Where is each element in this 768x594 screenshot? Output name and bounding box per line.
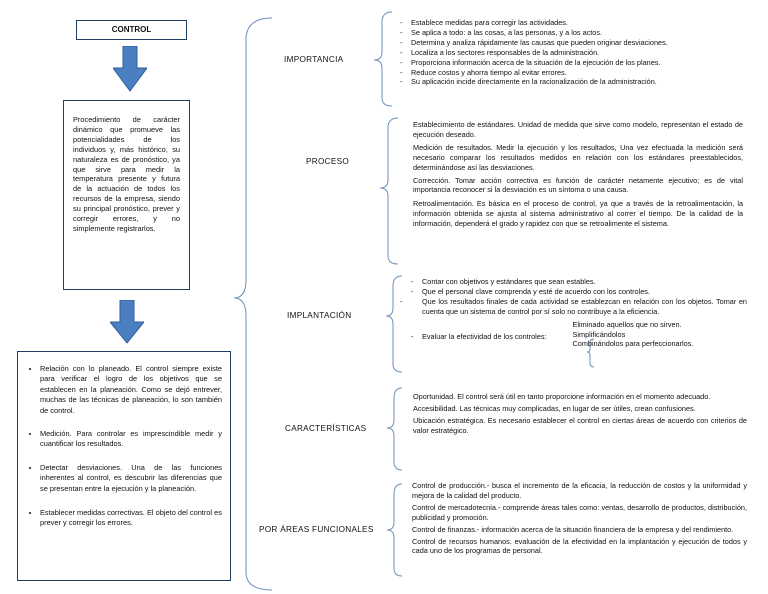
down-arrow-icon [113, 46, 147, 92]
evaluar-sublist [573, 320, 694, 350]
proceso-bracket [380, 118, 398, 264]
list-item: Control de recursos humanos. evaluación de la efectividad en la implantación y ejecución de todos y cada uno de los programas de personal. [412, 536, 747, 556]
proceso-items [413, 120, 743, 229]
list-item: - Localiza a los sectores responsables de la administración. [400, 47, 600, 57]
list-item: - Se aplica a todo: a las cosas, a las personas, y a los actos. [400, 27, 603, 37]
list-item: - Que los resultados finales de cada actividad se establezcan en relación con los objetos. Tomar en cuenta que un sistema de control por sí solo no contribuye a la eficiencia. [400, 296, 747, 316]
evaluar-row: - Evaluar la efectividad de los controles: Eliminado aquellos que no sirven. Simplificándolos Combinándolos para perfeccionarlos. [411, 319, 694, 349]
list-item: - Reduce costos y ahorra tiempo al evitar errores. [400, 67, 567, 77]
importancia-bracket [374, 12, 392, 106]
main-bracket [234, 18, 272, 590]
list-item: • Relación con lo planeado. El control siempre existe para verificar el logro de los objetivos que se establecen en la planeación. Como se dejó entrever, muchas de las técnicas de planeación, lo son también de control. [40, 364, 222, 416]
list-item: Combinándolos para perfeccionarlos. [572, 339, 694, 349]
list-item: Corrección. Tomar acción correctiva es función de carácter netamente ejecutivo; es de vital importancia reconocer si la desviación es un síntoma o una causa. [413, 175, 743, 195]
caracteristicas-bracket [387, 388, 402, 470]
list-item: Establecimiento de estándares. Unidad de medida que sirve como modelo, representan el estado de ejecución deseado. [413, 120, 743, 139]
list-item: Medición de resultados. Medir la ejecución y los resultados, Una vez efectuada la medición será necesario comparar los resultados medidos en relación con los estándares preestablecidos, determinándose así las desviaciones. [413, 142, 743, 172]
control-title-box [76, 20, 187, 40]
areas-items [412, 481, 747, 556]
section-label-implantacion: IMPLANTACIÓN [287, 311, 352, 320]
implantacion-items [400, 277, 747, 349]
down-arrow-icon [110, 300, 144, 344]
implantacion-bracket [386, 276, 402, 372]
bullet-list [26, 364, 222, 529]
list-item: - Contar con objetivos y estándares que sean estables. [411, 277, 596, 286]
list-item: Retroalimentación. Es básica en el proceso de control, ya que a través de la retroalimentación, la información obtenida se ajusta al sistema administrativo al correr el tiempo. De la calidad de la información, dependerá el grado y rapidez con que se retroalimente el sistema. [413, 199, 743, 229]
list-item: - Que el personal clave comprenda y esté de acuerdo con los controles. [411, 286, 650, 296]
list-item: Accesibilidad. Las técnicas muy complicadas, en lugar de ser útiles, crean confusiones. [413, 403, 696, 413]
section-label-importancia: IMPORTANCIA [284, 55, 344, 64]
areas-bracket [387, 484, 402, 576]
list-item: Oportunidad. El control será útil en tanto proporcione información en el momento adecuado. [413, 392, 711, 401]
list-item: - Establece medidas para corregir las actividades. [400, 18, 568, 27]
list-item: • Medición. Para controlar es imprescindible medir y cuantificar los resultados. [40, 429, 222, 450]
list-item: Ubicación estratégica. Es necesario establecer el control en ciertas áreas de acuerdo con criterios de valor estratégico. [413, 415, 747, 435]
list-item: • Detectar desviaciones. Una de las funciones inherentes al control, es descubrir las diferencias que se presentan entre la ejecución y la planeación. [40, 463, 222, 494]
section-label-areas: POR ÁREAS FUNCIONALES [259, 525, 374, 534]
list-item: Control de finanzas.- información acerca de la situación financiera de la empresa y del rendimiento. [412, 524, 734, 534]
definition-text: Procedimiento de carácter dinámico que promueve las potencialidades de los individuos y, más histórico, su naturaleza es de pronóstico, ya que sirve para medir la temperatura presente y futura de la actuación de todos los recursos de la empresa, siendo su principal pronóstico, prever y corregir errores, y no simplemente registrarlos. [73, 115, 180, 233]
list-item: - Su aplicación incide directamente en la racionalización de la administración. [400, 77, 657, 87]
importancia-items [400, 18, 750, 87]
list-item: Eliminado aquellos que no sirven. [572, 319, 682, 329]
definition-box [63, 100, 190, 290]
list-item: • Establecer medidas correctivas. El objeto del control es prever y corregir los errores. [40, 508, 222, 529]
list-item: Simplificándolos [572, 329, 626, 339]
list-item: Control de mercadotecnia.- comprende áreas tales como: ventas, desarrollo de productos, distribución, publicidad y promoción. [412, 502, 747, 522]
list-item: - Proporciona información acerca de la situación de la ejecución de los planes. [400, 57, 661, 67]
section-label-proceso: PROCESO [306, 157, 350, 166]
characteristics-list-box [17, 351, 231, 581]
evaluar-label: Evaluar la efectividad de los controles: [422, 331, 547, 341]
control-title: CONTROL [111, 25, 152, 34]
section-label-caracteristicas: CARACTERÍSTICAS [285, 424, 367, 433]
caracteristicas-items [413, 392, 747, 436]
list-item: - Determina y analiza rápidamente las causas que pueden originar desviaciones. [400, 37, 668, 47]
list-item: Control de producción.- busca el incremento de la eficacia, la reducción de costos y la uniformidad y mejora de la calidad del producto. [412, 481, 747, 500]
